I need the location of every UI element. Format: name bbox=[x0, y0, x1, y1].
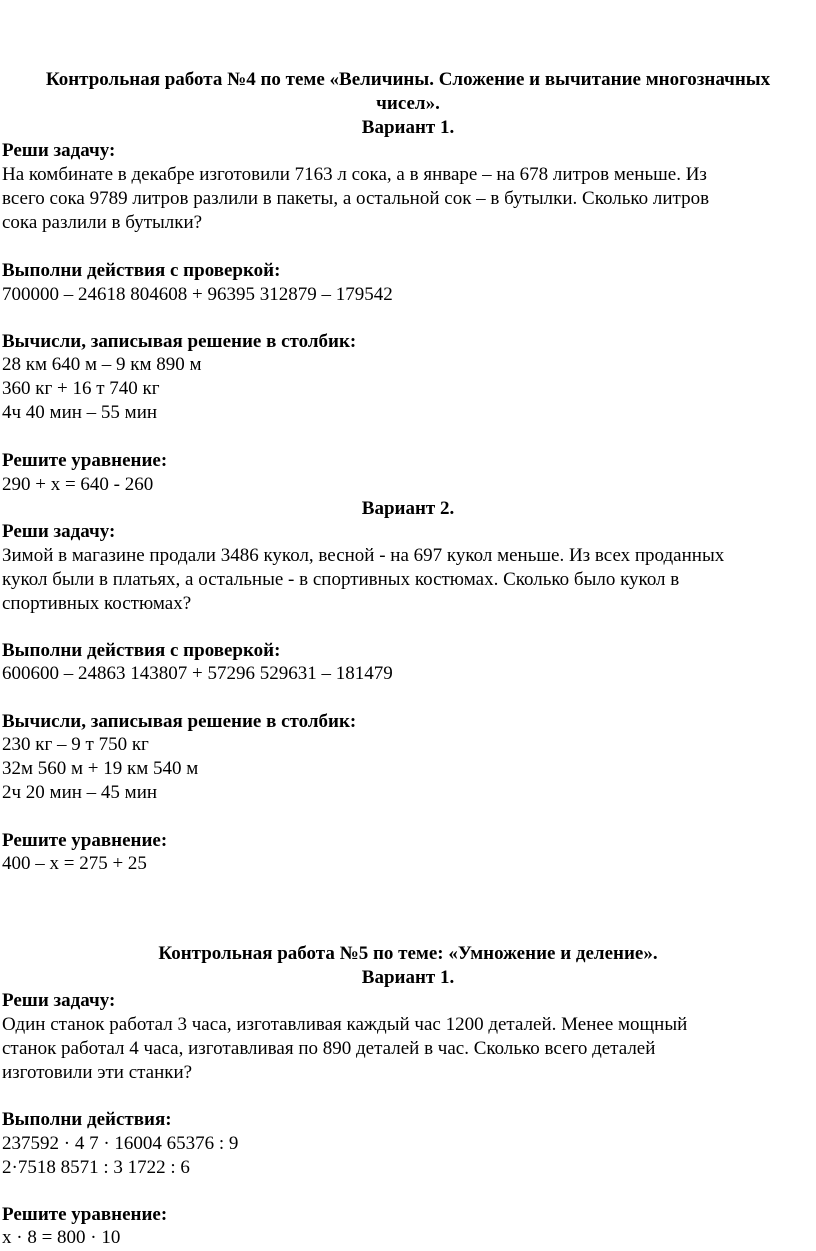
cw4-v2-column-label: Вычисли, записывая решение в столбик: bbox=[2, 711, 357, 732]
cw4-v2-column-line: 230 кг – 9 т 750 кг bbox=[2, 734, 149, 755]
cw4-v1-column-line: 360 кг + 16 т 740 кг bbox=[2, 378, 160, 399]
cw4-v2-actions-label: Выполни действия с проверкой: bbox=[2, 640, 281, 661]
cw5-v1-equation-label: Решите уравнение: bbox=[2, 1204, 168, 1225]
cw5-v1-heading: Вариант 1. bbox=[361, 967, 455, 988]
cw5-title: Контрольная работа №5 по теме: «Умножение и деление». bbox=[158, 943, 658, 964]
cw4-v1-task-label: Реши задачу: bbox=[2, 140, 116, 161]
cw5-v1-actions-line: 237592 · 4 7 · 16004 65376 : 9 bbox=[2, 1133, 239, 1154]
cw4-v2-equation: 400 – х = 275 + 25 bbox=[2, 853, 147, 874]
cw4-v2-task-label: Реши задачу: bbox=[2, 521, 116, 542]
cw4-v2-heading: Вариант 2. bbox=[361, 498, 455, 519]
cw4-v1-heading: Вариант 1. bbox=[361, 117, 455, 138]
cw4-title-line-1: Контрольная работа №4 по теме «Величины. Сложение и вычитание многозначных bbox=[45, 69, 771, 90]
cw4-v2-actions-line: 600600 – 24863 143807 + 57296 529631 – 181479 bbox=[2, 663, 393, 684]
cw4-title-line-2: чисел». bbox=[376, 93, 440, 114]
cw5-v1-task-label: Реши задачу: bbox=[2, 990, 116, 1011]
cw5-v1-task-line: станок работал 4 часа, изготавливая по 890 деталей в час. Сколько всего деталей bbox=[2, 1038, 656, 1059]
cw4-v1-equation: 290 + х = 640 - 260 bbox=[2, 474, 154, 495]
cw4-v2-task-line: Зимой в магазине продали 3486 кукол, весной - на 697 кукол меньше. Из всех проданных bbox=[2, 545, 725, 566]
cw4-v1-actions-label: Выполни действия с проверкой: bbox=[2, 260, 281, 281]
cw4-v1-actions-line: 700000 – 24618 804608 + 96395 312879 – 179542 bbox=[2, 284, 393, 305]
cw4-v1-column-line: 4ч 40 мин – 55 мин bbox=[2, 402, 158, 423]
cw4-v1-task-line: сока разлили в бутылки? bbox=[2, 212, 203, 233]
cw5-v1-equation: х · 8 = 800 · 10 bbox=[2, 1227, 121, 1248]
cw4-v1-task-line: На комбинате в декабре изготовили 7163 л сока, а в январе – на 678 литров меньше. Из bbox=[2, 164, 707, 185]
cw4-v2-column-line: 2ч 20 мин – 45 мин bbox=[2, 782, 158, 803]
cw4-v2-equation-label: Решите уравнение: bbox=[2, 830, 168, 851]
cw4-v1-equation-label: Решите уравнение: bbox=[2, 450, 168, 471]
cw5-v1-actions-line: 2·7518 8571 : 3 1722 : 6 bbox=[2, 1157, 190, 1178]
cw4-v1-column-label: Вычисли, записывая решение в столбик: bbox=[2, 331, 357, 352]
cw4-v2-task-line: спортивных костюмах? bbox=[2, 593, 192, 614]
cw5-v1-task-line: изготовили эти станки? bbox=[2, 1062, 193, 1083]
cw4-v2-column-line: 32м 560 м + 19 км 540 м bbox=[2, 758, 199, 779]
cw4-v2-task-line: кукол были в платьях, а остальные - в спортивных костюмах. Сколько было кукол в bbox=[2, 569, 680, 590]
cw4-v1-task-line: всего сока 9789 литров разлили в пакеты, а остальной сок – в бутылки. Сколько литров bbox=[2, 188, 710, 209]
cw5-v1-actions-label: Выполни действия: bbox=[2, 1109, 172, 1130]
cw4-v1-column-line: 28 км 640 м – 9 км 890 м bbox=[2, 354, 202, 375]
cw5-v1-task-line: Один станок работал 3 часа, изготавливая каждый час 1200 деталей. Менее мощный bbox=[2, 1014, 688, 1035]
